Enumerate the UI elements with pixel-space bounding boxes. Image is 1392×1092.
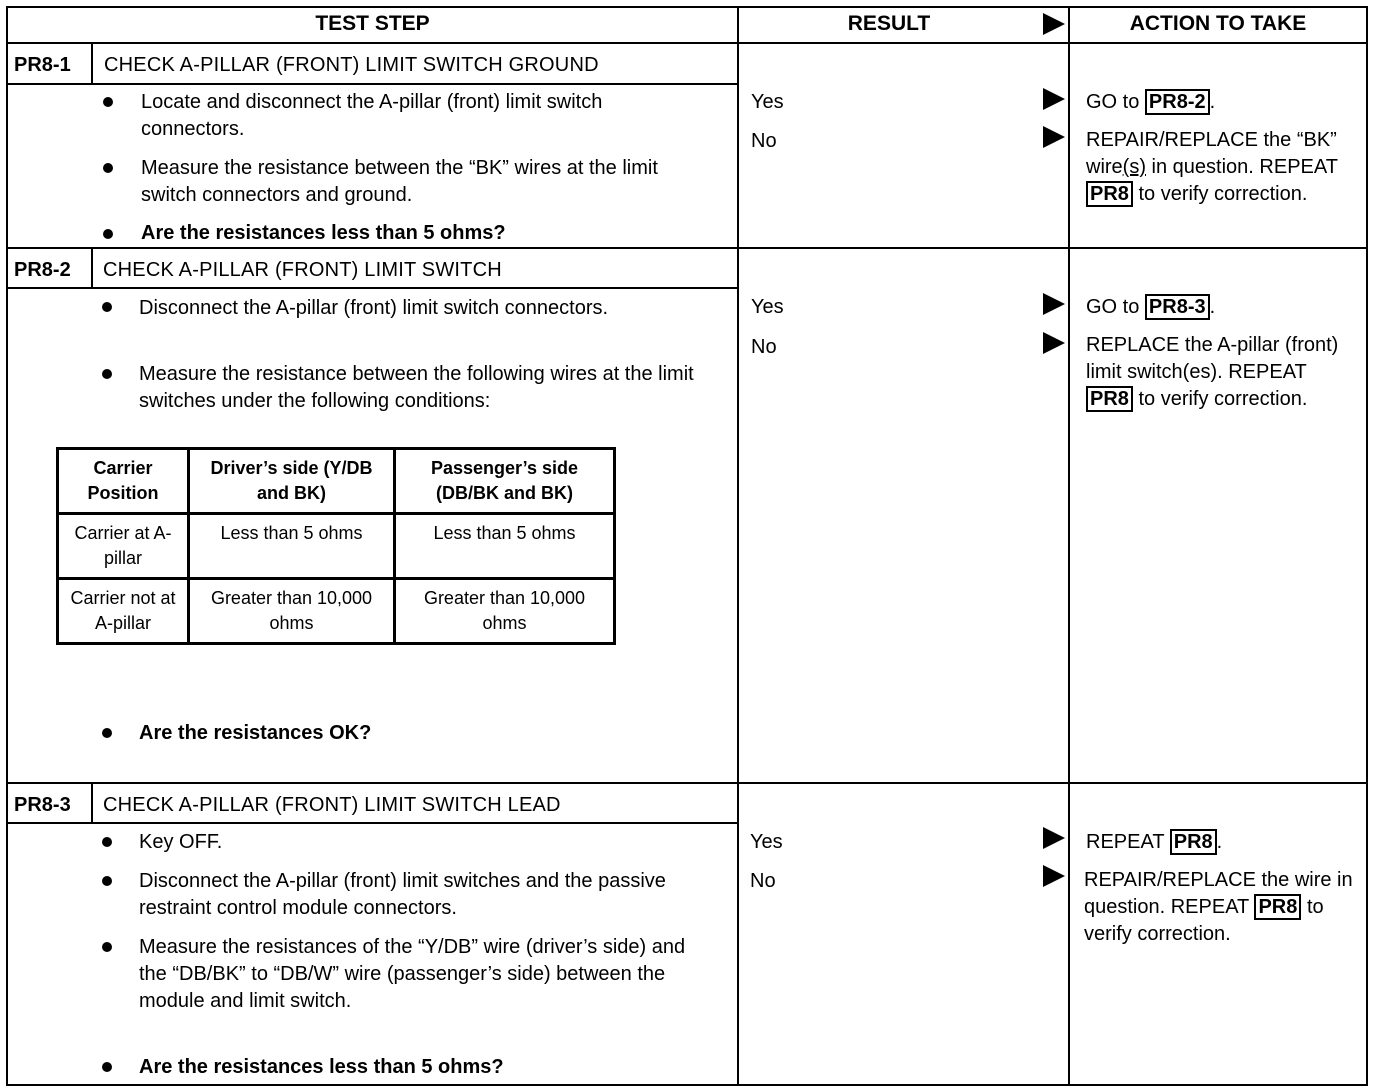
step-reference[interactable]: PR8 [1086, 181, 1133, 207]
result-arrow-icon [1043, 332, 1065, 354]
result-yes: Yes [751, 91, 784, 113]
result-yes: Yes [750, 831, 783, 853]
action-yes: GO to PR8-2 . [1086, 91, 1216, 113]
table-cell: Less than 5 ohms [189, 514, 395, 579]
step-question: Are the resistances OK? [139, 722, 372, 744]
bullet-icon [102, 1062, 112, 1072]
step-bullet: Measure the resistances of the “Y/DB” wire (driver’s side) and the “DB/BK” to “DB/W” wire (passenger’s side) between the module and limit switch. [139, 936, 686, 1012]
pr8-3-id-divider [91, 784, 93, 824]
table-cell: Less than 5 ohms [395, 514, 615, 579]
result-yes: Yes [751, 296, 784, 318]
border-top [6, 6, 1368, 8]
step-reference[interactable]: PR8-3 [1145, 294, 1210, 320]
step-reference[interactable]: PR8 [1086, 386, 1133, 412]
step-bullet: Disconnect the A-pillar (front) limit switches and the passive restraint control module connectors. [139, 870, 666, 919]
table-cell: Carrier not at A-pillar [58, 579, 189, 644]
table-header: Carrier Position [58, 449, 189, 514]
step-id: PR8-1 [14, 54, 71, 76]
step-question: Are the resistances less than 5 ohms? [141, 222, 506, 244]
bullet-icon [103, 229, 113, 239]
step-id: PR8-2 [14, 259, 71, 281]
result-arrow-icon [1043, 88, 1065, 110]
step-bullet: Disconnect the A-pillar (front) limit switch connectors. [139, 297, 609, 319]
header-arrow-icon [1043, 13, 1065, 35]
result-no: No [750, 870, 776, 892]
result-arrow-icon [1043, 865, 1065, 887]
pr8-2-title-line [6, 287, 738, 289]
border-right [1366, 6, 1368, 1086]
step-title: CHECK A-PILLAR (FRONT) LIMIT SWITCH GROUND [104, 54, 599, 76]
result-arrow-icon [1043, 293, 1065, 315]
header-result: RESULT [847, 12, 931, 35]
bullet-icon [102, 837, 112, 847]
section-divider-2 [6, 782, 1368, 784]
result-arrow-icon [1043, 827, 1065, 849]
resistance-table [56, 447, 616, 645]
result-no: No [751, 336, 777, 358]
result-no: No [751, 130, 777, 152]
action-no: REPAIR/REPLACE the wire in question. REPEAT PR8 to verify correction. [1084, 869, 1353, 945]
header-test-step: TEST STEP [315, 12, 430, 35]
table-header: Driver’s side (Y/DB and BK) [189, 449, 395, 514]
action-no: REPAIR/REPLACE the “BK” wire(s) in question. REPEAT PR8 to verify correction. [1086, 129, 1338, 205]
border-left [6, 6, 8, 1086]
step-title: CHECK A-PILLAR (FRONT) LIMIT SWITCH LEAD [103, 794, 561, 816]
col-divider-2 [1068, 6, 1070, 1086]
action-yes: GO to PR8-3 . [1086, 296, 1216, 318]
step-question: Are the resistances less than 5 ohms? [139, 1056, 504, 1078]
col-divider-1 [737, 6, 739, 1086]
action-no: REPLACE the A-pillar (front) limit switch(es). REPEAT PR8 to verify correction. [1086, 334, 1339, 410]
header-action: ACTION TO TAKE [1129, 12, 1307, 35]
table-cell: Carrier at A-pillar [58, 514, 189, 579]
bullet-icon [102, 876, 112, 886]
bullet-icon [103, 163, 113, 173]
bullet-icon [102, 369, 112, 379]
action-yes: REPEAT PR8 . [1086, 831, 1223, 853]
pr8-1-title-line [6, 83, 738, 85]
border-bottom [6, 1084, 1368, 1086]
bullet-icon [102, 302, 112, 312]
step-bullet: Measure the resistance between the “BK” wires at the limit switch connectors and ground. [141, 157, 658, 206]
table-header: Passenger’s side (DB/BK and BK) [395, 449, 615, 514]
result-arrow-icon [1043, 126, 1065, 148]
section-divider-1 [6, 247, 1368, 249]
bullet-icon [102, 728, 112, 738]
table-cell: Greater than 10,000 ohms [395, 579, 615, 644]
table-cell: Greater than 10,000 ohms [189, 579, 395, 644]
pr8-2-id-divider [91, 249, 93, 289]
pr8-1-id-divider [91, 44, 93, 84]
step-bullet: Key OFF. [139, 831, 223, 853]
step-id: PR8-3 [14, 794, 71, 816]
step-reference[interactable]: PR8 [1170, 829, 1217, 855]
step-bullet: Measure the resistance between the following wires at the limit switches under the following conditions: [139, 363, 694, 412]
step-reference[interactable]: PR8-2 [1145, 89, 1210, 115]
step-title: CHECK A-PILLAR (FRONT) LIMIT SWITCH [103, 259, 502, 281]
pr8-3-title-line [6, 822, 738, 824]
bullet-icon [102, 942, 112, 952]
bullet-icon [103, 97, 113, 107]
step-bullet: Locate and disconnect the A-pillar (front) limit switch connectors. [141, 91, 603, 140]
step-reference[interactable]: PR8 [1254, 894, 1301, 920]
header-bottom-line [6, 42, 1368, 44]
